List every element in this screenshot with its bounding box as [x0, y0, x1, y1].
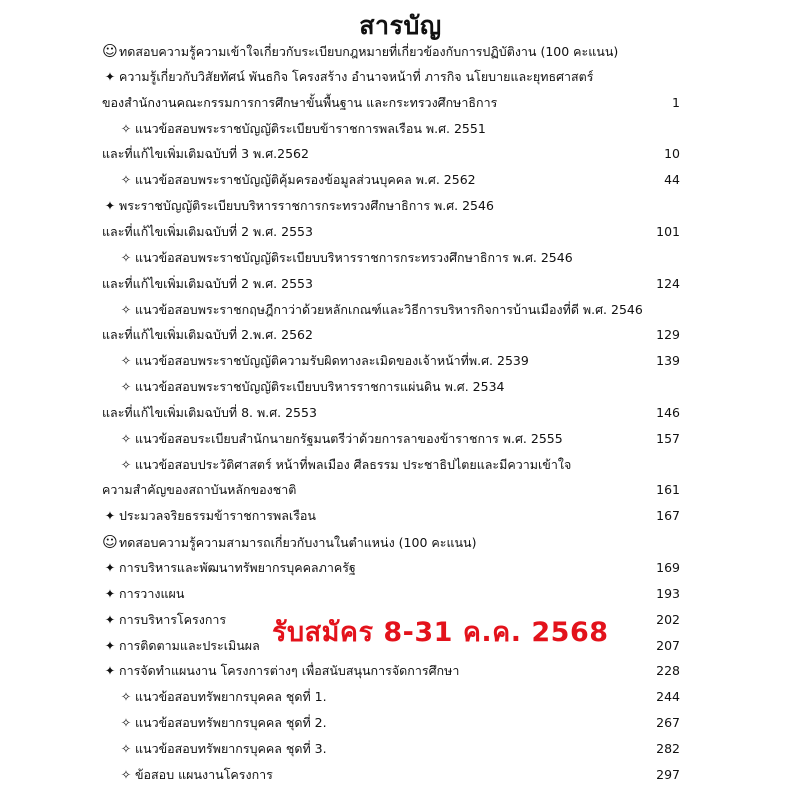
- outline-star-icon: ✧: [120, 689, 132, 705]
- toc-entry-line: [102, 581, 184, 607]
- toc-entry-line: [102, 477, 296, 503]
- toc-entry-text: การติดตามและประเมินผล: [119, 637, 260, 653]
- toc-entry-line: [102, 90, 497, 116]
- toc-entry-text: แนวข้อสอบพระราชบัญญัติระเบียบบริหารราชการกระทรวงศึกษาธิการ พ.ศ. 2546: [135, 249, 573, 265]
- toc-entry: [0, 503, 801, 529]
- outline-star-icon: ✧: [120, 120, 132, 136]
- toc-entry: [0, 477, 801, 503]
- toc-entry: [0, 38, 801, 64]
- promo-overlay-text: รับสมัคร 8-31 ค.ค. 2568: [272, 617, 609, 648]
- toc-entry-text: การบริหารและพัฒนาทรัพยากรบุคคลภาครัฐ: [119, 560, 356, 575]
- outline-star-icon: ✧: [120, 249, 132, 265]
- toc-page-number: 146: [656, 404, 680, 420]
- four-point-star-icon: ✦: [104, 611, 116, 627]
- toc-entry: [0, 426, 801, 452]
- toc-entry: [0, 271, 801, 297]
- toc-entry-line: [102, 633, 260, 659]
- toc-entry: [0, 400, 801, 426]
- toc-entry: [0, 736, 801, 762]
- toc-page-number: 297: [656, 766, 680, 782]
- outline-star-icon: ✧: [120, 379, 132, 395]
- toc-entry-text: แนวข้อสอบพระราชบัญญัติคุ้มครองข้อมูลส่วนบุคคล พ.ศ. 2562: [135, 172, 476, 188]
- toc-entry-text: แนวข้อสอบพระราชกฤษฎีกาว่าด้วยหลักเกณฑ์และวิธีการบริหารกิจการบ้านเมืองที่ดี พ.ศ. 2546: [135, 301, 643, 317]
- outline-star-icon: ✧: [120, 353, 132, 369]
- toc-page-number: 167: [656, 508, 680, 524]
- toc-page-number: 139: [656, 353, 680, 369]
- four-point-star-icon: ✦: [104, 508, 116, 524]
- toc-entry: [0, 116, 801, 142]
- toc-entry-text: ประมวลจริยธรรมข้าราชการพลเรือน: [119, 508, 316, 524]
- toc-entry-line: [102, 529, 476, 556]
- toc-entry-line: [118, 116, 486, 142]
- toc-entry-text: ความรู้เกี่ยวกับวิสัยทัศน์ พันธกิจ โครงสร้าง อำนาจหน้าที่ ภารกิจ นโยบายและยุทธศาสตร์: [119, 68, 594, 84]
- toc-entry: [0, 64, 801, 90]
- toc-entry: [0, 297, 801, 323]
- toc-entry-text: ข้อสอบ แผนงานโครงการ: [135, 766, 273, 782]
- toc-entry-text: ความสำคัญของสถาบันหลักของชาติ: [102, 482, 297, 498]
- toc-page-number: 207: [656, 637, 680, 653]
- toc-entry-text: พระราชบัญญัติระเบียบบริหารราชการกระทรวงศึกษาธิการ พ.ศ. 2546: [119, 198, 494, 214]
- toc-entry: [0, 90, 801, 116]
- toc-entry: [0, 348, 801, 374]
- toc-entry-line: [118, 710, 327, 736]
- smiley-icon: ☺: [102, 42, 118, 60]
- toc-entry-text: ของสำนักงานคณะกรรมการการศึกษาขั้นพื้นฐาน และกระทรวงศึกษาธิการ: [102, 94, 498, 110]
- toc-entry-line: [118, 374, 504, 400]
- toc-entry-text: แนวข้อสอบประวัติศาสตร์ หน้าที่พลเมือง ศีลธรรม ประชาธิปไตยและมีความเข้าใจ: [135, 456, 572, 472]
- toc-entry-text: แนวข้อสอบพระราชบัญญัติระเบียบข้าราชการพลเรือน พ.ศ. 2551: [135, 120, 486, 136]
- toc-entry: [0, 529, 801, 555]
- toc-page-number: 161: [656, 482, 680, 498]
- outline-star-icon: ✧: [120, 301, 132, 317]
- toc-entry-text: แนวข้อสอบทรัพยากรบุคคล ชุดที่ 2.: [135, 715, 327, 731]
- toc-entry: [0, 581, 801, 607]
- toc-entry-line: [118, 348, 529, 374]
- outline-star-icon: ✧: [120, 430, 132, 446]
- toc-page-number: 282: [656, 740, 680, 756]
- toc-entry-line: [102, 607, 226, 633]
- toc-entry-line: [102, 271, 313, 297]
- outline-star-icon: ✧: [120, 172, 132, 188]
- toc-entry: [0, 322, 801, 348]
- smiley-icon: ☺: [102, 533, 118, 552]
- toc-entry-line: [102, 64, 594, 90]
- toc-entry: [0, 762, 801, 788]
- toc-entry-text: และที่แก้ไขเพิ่มเติมฉบับที่ 8. พ.ศ. 2553: [102, 404, 317, 420]
- toc-entry-text: แนวข้อสอบพระราชบัญญัติระเบียบบริหารราชการแผ่นดิน พ.ศ. 2534: [135, 379, 505, 395]
- toc-page-number: 124: [656, 275, 680, 291]
- toc-entry-line: [102, 400, 317, 426]
- toc-entry-line: [102, 141, 309, 167]
- toc-entry-line: [102, 658, 459, 684]
- toc-entry-text: และที่แก้ไขเพิ่มเติมฉบับที่ 2.พ.ศ. 2562: [102, 327, 313, 343]
- toc-entry-line: [102, 193, 494, 219]
- four-point-star-icon: ✦: [104, 560, 116, 575]
- toc-entry-line: [102, 503, 316, 529]
- toc-entry: [0, 193, 801, 219]
- toc-page-number: 44: [664, 172, 680, 188]
- toc-entry-text: แนวข้อสอบพระราชบัญญัติความรับผิดทางละเมิดของเจ้าหน้าที่พ.ศ. 2539: [135, 353, 529, 369]
- toc-entry-text: การบริหารโครงการ: [119, 611, 227, 627]
- toc-page-number: 228: [656, 663, 680, 679]
- four-point-star-icon: ✦: [104, 663, 116, 679]
- toc-entry: [0, 167, 801, 193]
- toc-entry: [0, 555, 801, 581]
- toc-entry-text: ทดสอบความรู้ความสามารถเกี่ยวกับงานในตำแหน่ง (100 คะแนน): [119, 535, 477, 551]
- toc-entry-line: [118, 426, 563, 452]
- toc-entry-line: [102, 555, 356, 581]
- toc-entry-line: [102, 219, 313, 245]
- toc-entry: [0, 452, 801, 478]
- toc-entry: [0, 710, 801, 736]
- toc-entry-line: [118, 167, 476, 193]
- toc-entry-line: [118, 762, 273, 788]
- toc-page-number: 129: [656, 327, 680, 343]
- four-point-star-icon: ✦: [104, 68, 116, 84]
- toc-entry-text: และที่แก้ไขเพิ่มเติมฉบับที่ 2 พ.ศ. 2553: [102, 275, 313, 291]
- toc-entry-text: ทดสอบความรู้ความเข้าใจเกี่ยวกับระเบียบกฎหมายที่เกี่ยวข้องกับการปฏิบัติงาน (100 คะแนน): [119, 44, 619, 59]
- toc-page-number: 157: [656, 430, 680, 446]
- page-title: สารบัญ: [359, 11, 442, 40]
- four-point-star-icon: ✦: [104, 585, 116, 601]
- toc-page-number: 267: [656, 715, 680, 731]
- toc-entry-line: [118, 297, 643, 323]
- four-point-star-icon: ✦: [104, 198, 116, 214]
- toc-page-number: 244: [656, 689, 680, 705]
- toc-page-number: 10: [664, 146, 680, 162]
- toc-entry-line: [102, 322, 313, 348]
- outline-star-icon: ✧: [120, 456, 132, 472]
- toc-entry-text: แนวข้อสอบระเบียบสำนักนายกรัฐมนตรีว่าด้วยการลาของข้าราชการ พ.ศ. 2555: [135, 430, 563, 446]
- toc-entry: [0, 219, 801, 245]
- outline-star-icon: ✧: [120, 766, 132, 782]
- toc-entry: [0, 684, 801, 710]
- toc-entry: [0, 374, 801, 400]
- toc-entry-text: และที่แก้ไขเพิ่มเติมฉบับที่ 2 พ.ศ. 2553: [102, 223, 313, 239]
- toc-page-number: 193: [656, 585, 680, 601]
- toc-page-number: 169: [656, 560, 680, 575]
- toc-page-number: 101: [656, 223, 680, 239]
- toc-entry: [0, 141, 801, 167]
- four-point-star-icon: ✦: [104, 637, 116, 653]
- outline-star-icon: ✧: [120, 740, 132, 756]
- toc-entry-line: [118, 452, 571, 478]
- toc-entry-text: แนวข้อสอบทรัพยากรบุคคล ชุดที่ 3.: [135, 740, 327, 756]
- toc-entry-line: [118, 684, 327, 710]
- toc-entry-text: และที่แก้ไขเพิ่มเติมฉบับที่ 3 พ.ศ.2562: [102, 146, 309, 162]
- toc-entry-line: [102, 38, 618, 65]
- toc-entry-line: [118, 245, 573, 271]
- toc-page-number: 1: [672, 94, 680, 110]
- toc-entry: [0, 245, 801, 271]
- outline-star-icon: ✧: [120, 715, 132, 731]
- toc-entry-text: การวางแผน: [119, 585, 185, 601]
- toc-entry-text: แนวข้อสอบทรัพยากรบุคคล ชุดที่ 1.: [135, 689, 327, 705]
- toc-page-number: 202: [656, 611, 680, 627]
- toc-entry: [0, 658, 801, 684]
- toc-entry-line: [118, 736, 327, 762]
- toc-entry-text: การจัดทำแผนงาน โครงการต่างๆ เพื่อสนับสนุนการจัดการศึกษา: [119, 663, 460, 679]
